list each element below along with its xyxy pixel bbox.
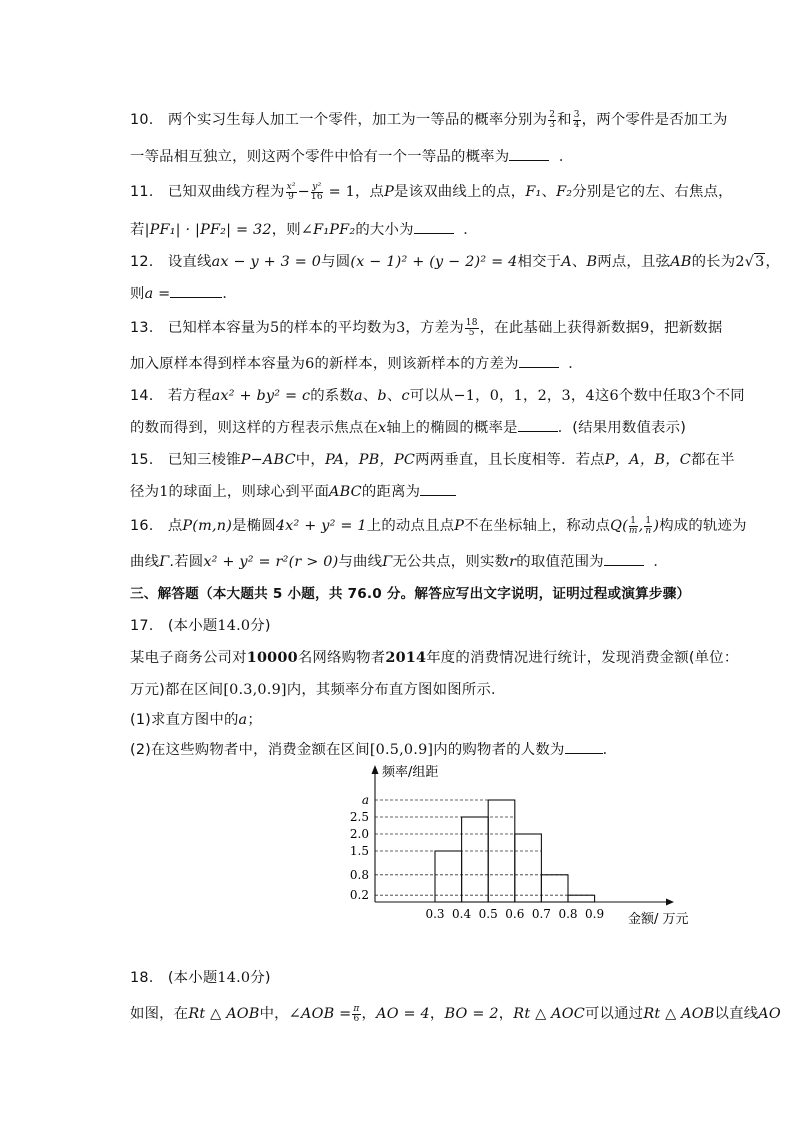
question-text: 的数而得到，则这样的方程表示焦点在: [130, 420, 379, 436]
math-expression: ax − y + 3 = 0: [211, 254, 322, 270]
question-text: ，点: [354, 184, 385, 200]
question-text: 与圆: [321, 254, 351, 270]
fraction: $\frac{18}{5}$: [465, 317, 478, 338]
math-expression: = 1: [328, 184, 355, 200]
question-text: 设直线: [167, 254, 212, 270]
y-tick-label: 2.5: [349, 810, 369, 824]
math-expression: x² + y² = r²(r > 0): [203, 554, 339, 570]
question-text: 若: [130, 222, 145, 238]
math-expression: Rt △ AOB: [188, 1006, 260, 1022]
math-operator: −: [297, 184, 310, 200]
question-text: ，在此基础上获得新数据: [479, 320, 641, 336]
question-text: 可以从: [409, 388, 454, 404]
question-text: 个不同: [701, 388, 745, 404]
question-text: 已知样本容量为: [167, 320, 270, 336]
question-number: 12.: [130, 254, 154, 270]
answer-blank: [604, 552, 644, 566]
question-12-line-1: 12. 设直线ax − y + 3 = 0与圆(x − 1)² + (y − 2)² = 4相交于A、B两点，且弦AB的长为2√3，: [130, 254, 781, 270]
x-tick-label: 0.7: [531, 907, 551, 921]
question-16-line-2: 曲线Γ.若圆x² + y² = r²(r > 0)与曲线Γ无公共点，则实数r的取值范围为 ．: [130, 554, 668, 570]
math-var: F₂: [556, 184, 573, 200]
question-11-line-1: 11. 已知双曲线方程为 $\frac{\text{x²}}{9}$ − $\frac{\text{y²}}{16}$ = 1，点P是该双曲线上的点，F₁、F₂分别是它的左、右焦点，: [130, 181, 733, 202]
question-text: 两点，且弦: [597, 254, 671, 270]
question-12-line-2: 则a = ．: [130, 286, 237, 302]
question-text: 是该双曲线上的点，: [394, 184, 526, 200]
question-text: 轴上的椭圆的概率是: [386, 420, 518, 436]
question-13-line-1: 13. 已知样本容量为5的样本的平均数为3，方差为 $\frac{18}{5}$ ，在此基础上获得新数据9，把新数据: [130, 317, 723, 338]
histogram-bar: [568, 895, 595, 902]
question-text: 和: [557, 112, 572, 128]
y-tick-label: 1.5: [349, 844, 369, 858]
sqrt-expression: 3: [755, 254, 765, 270]
histogram-bar: [435, 851, 462, 902]
histogram-bar: [515, 834, 542, 902]
question-text: 相交于: [517, 254, 562, 270]
math-expression: a =: [144, 286, 171, 302]
answer-blank: [414, 220, 454, 234]
question-text: 两个实习生每人加工一个零件，加工为一等品的概率分别为: [167, 112, 548, 128]
math-expression: P−ABC: [240, 452, 296, 468]
fraction: $\frac{\pi}{6}$: [353, 1003, 360, 1024]
question-number: 18.: [130, 970, 154, 986]
question-text: 可以通过: [584, 1006, 644, 1022]
question-number: 13.: [130, 320, 154, 336]
question-10-line-2: [130, 145, 574, 166]
histogram-bar: [462, 817, 489, 902]
question-text: 构成的轨迹为: [659, 518, 747, 534]
question-text: 上的动点且点: [366, 518, 455, 534]
answer-blank: [509, 147, 549, 161]
question-number: 17.: [130, 618, 154, 634]
question-text: ，把新数据: [649, 320, 723, 336]
frequency-histogram: [330, 760, 710, 930]
math-var: F₁: [525, 184, 542, 200]
question-text: 加入原样本得到样本容量为: [130, 356, 306, 372]
question-text: ，方差为: [405, 320, 464, 336]
question-text: 的新样本，则该新样本的方差为: [314, 356, 519, 372]
x-tick-label: 0.8: [558, 907, 578, 921]
question-text: 万元)都在区间: [130, 682, 224, 698]
question-text: 某电子商务公司对: [130, 650, 247, 666]
histogram-bar: [541, 875, 568, 902]
answer-blank: [420, 482, 456, 496]
question-number: 15.: [130, 452, 154, 468]
question-17-part-1: (1)求直方图中的a；: [130, 712, 262, 728]
question-number: 11.: [130, 184, 154, 200]
question-text: 如图，在: [130, 1006, 189, 1022]
question-10-line-1: [130, 108, 728, 130]
question-18-line-1: 如图，在Rt △ AOB中，∠AOB = $\frac{\pi}{6}$ ，AO = 4，BO = 2，Rt △ AOC可以通过Rt △ AOB以直线AO: [130, 1003, 781, 1024]
x-tick-label: 0.3: [425, 907, 445, 921]
question-text: 的系数: [310, 388, 355, 404]
question-17-part-2: (2)在这些购物者中，消费金额在区间[0.5,0.9]内的购物者的人数为 ．: [130, 742, 618, 758]
x-tick-label: 0.6: [505, 907, 525, 921]
question-17-line-2: [130, 678, 506, 699]
answer-blank: [519, 354, 559, 368]
question-text: 的球面上，则球心到平面: [168, 484, 330, 500]
math-var: P: [384, 184, 395, 200]
question-text: 是椭圆: [232, 518, 276, 534]
question-text: 都在半: [691, 452, 735, 468]
question-text: ．(结果用数值表示): [557, 420, 687, 436]
question-text: 的样本的平均数为: [279, 320, 397, 336]
question-14-line-2: 的数而得到，则这样的方程表示焦点在x轴上的椭圆的概率是 ．(结果用数值表示): [130, 420, 687, 436]
math-expression: (x − 1)² + (y − 2)² = 4: [350, 254, 518, 270]
question-text: 与曲线: [338, 554, 383, 570]
fraction: $\frac{\text{y²}}{16}$: [310, 181, 323, 202]
answer-blank: [170, 284, 222, 298]
y-tick-label: 2.0: [349, 827, 369, 841]
math-expression: ∠F₁PF₂: [300, 222, 356, 238]
question-text: 分别是它的左、右焦点，: [572, 184, 733, 200]
question-text: 的距离为: [361, 484, 421, 500]
math-expression: ax² + by² = c: [211, 388, 311, 404]
math-expression: PA，PB，PC: [324, 452, 416, 468]
question-text: 内，其频率分布直方图如图所示．: [286, 682, 506, 698]
question-text: 年度的消费情况进行统计，发现消费金额(单位：: [426, 650, 739, 666]
question-15-line-2: 径为1的球面上，则球心到平面ABC的距离为: [130, 480, 456, 501]
question-15-line-1: 15. 已知三棱锥P−ABC中，PA，PB，PC两两垂直，且长度相等．若点P，A，B，C都在半: [130, 452, 735, 468]
answer-blank: [565, 740, 603, 754]
math-expression: 4x² + y² = 1: [275, 518, 367, 534]
number-list: −1，0，1，2，3，4: [453, 388, 595, 404]
answer-blank: [518, 418, 558, 432]
fraction: $\frac{\text{x²}}{9}$: [286, 181, 296, 202]
x-tick-label: 0.4: [452, 907, 472, 921]
question-14-line-1: 14. 若方程ax² + by² = c的系数a、b、c可以从−1，0，1，2，3，4这6个数中任取3个不同: [130, 388, 745, 404]
question-text: 若方程: [167, 388, 212, 404]
math-expression: P，A，B，C: [604, 452, 691, 468]
question-text: 内的购物者的人数为: [433, 742, 565, 758]
question-number: 10.: [130, 112, 154, 128]
question-text: 一等品相互独立，则这两个零件中恰有一个一等品的概率为: [130, 149, 510, 165]
fraction: $\frac{3}{4}$: [573, 109, 580, 130]
question-17-header: 17. (本小题14.0分): [130, 618, 271, 634]
y-axis-arrow-icon: [372, 765, 379, 774]
y-tick-label: 0.8: [349, 867, 369, 882]
question-number: 14.: [130, 388, 154, 404]
question-text: (2)在这些购物者中，消费金额在区间: [130, 742, 370, 758]
question-text: 的长为: [691, 254, 736, 270]
question-text: .若圆: [169, 554, 204, 570]
question-text: 名网络购物者: [297, 650, 386, 666]
question-text: 的大小为: [355, 222, 414, 238]
question-text: 无公共点，则实数: [392, 554, 510, 570]
x-tick-label: 0.5: [478, 907, 498, 921]
x-axis-arrow-icon: [666, 899, 674, 906]
math-interval: [0.3,0.9]: [223, 682, 287, 698]
y-axis-label: 频率/组距: [382, 765, 439, 780]
question-text: 的取值范围为: [516, 554, 604, 570]
question-11-line-2: 若|PF₁| · |PF₂| = 32，则∠F₁PF₂的大小为 ．: [130, 222, 478, 238]
question-text: 曲线: [130, 554, 160, 570]
question-16-line-1: 16. 点P(m,n)是椭圆4x² + y² = 1上的动点且点P不在坐标轴上，称动点Q( $\frac{1}{m}$ , $\frac{1}{n}$ )构成的轨迹为: [130, 515, 747, 536]
x-tick-label: 0.9: [585, 907, 605, 921]
question-text: 径为: [130, 484, 160, 500]
question-text: 不在坐标轴上，称动点: [464, 518, 611, 534]
question-text: 两两垂直，且长度相等．若点: [415, 452, 605, 468]
fraction: $\frac{1}{m}$: [628, 515, 638, 536]
y-tick-label: 0.2: [349, 888, 369, 903]
question-text: 以直线: [714, 1006, 759, 1022]
question-number: 16.: [130, 518, 154, 534]
question-text: 已知双曲线方程为: [167, 184, 285, 200]
question-13-line-2: 加入原样本得到样本容量为6的新样本，则该新样本的方差为 ．: [130, 356, 583, 372]
question-18-header: 18. (本小题14.0分): [130, 970, 271, 986]
question-text: 个数中任取: [618, 388, 692, 404]
math-expression: |PF₁| · |PF₂| = 32: [144, 222, 272, 238]
question-text: (1)求直方图中的: [130, 712, 239, 728]
y-tick-label: a: [361, 793, 369, 807]
fraction: $\frac{1}{n}$: [645, 515, 652, 536]
question-text: 已知三棱锥: [167, 452, 241, 468]
section-heading: 三、解答题（本大题共 5 小题，共 76.0 分。解答应写出文字说明，证明过程或演算步骤）: [130, 586, 691, 602]
question-text: ．: [558, 149, 574, 165]
fraction: $\frac{2}{3}$: [549, 109, 556, 130]
math-interval: [0.5,0.9]: [369, 742, 434, 758]
question-17-line-1: 某电子商务公司对10000名网络购物者2014年度的消费情况进行统计，发现消费金额(单位：: [130, 649, 739, 666]
math-expression: P(m,n): [182, 518, 233, 534]
x-axis-label: 金额/ 万元: [628, 912, 689, 927]
question-text: 则: [130, 286, 145, 302]
question-text: ，则: [271, 222, 301, 238]
question-text: 点: [167, 518, 183, 534]
question-text: ，两个零件是否加工为: [581, 112, 728, 128]
math-expression: ∠AOB =: [288, 1006, 352, 1022]
